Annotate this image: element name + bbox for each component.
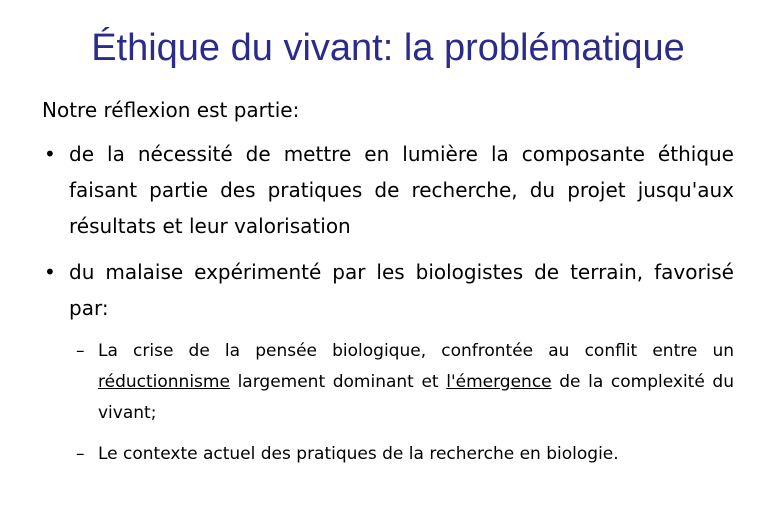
bullet-marker: • bbox=[44, 142, 56, 166]
sub-marker: – bbox=[76, 341, 85, 361]
underlined-term-reductionnisme: réductionnisme bbox=[98, 372, 230, 392]
intro-text: Notre réflexion est partie: bbox=[42, 98, 300, 122]
bullet-item bbox=[42, 254, 734, 326]
sub-text bbox=[98, 341, 734, 423]
sub-item bbox=[76, 439, 734, 470]
bullet-text: de la nécessité de mettre en lumière la composante éthique faisant partie des pratiques de recherche, du projet jusqu'aux résultats et leur valorisation bbox=[69, 142, 734, 238]
bullet-marker: • bbox=[44, 260, 56, 284]
sub-text-part: de la complexité du vivant; bbox=[98, 372, 735, 423]
bullet-text: du malaise expérimenté par les biologistes de terrain, favorisé par: bbox=[69, 260, 734, 320]
bullet-item bbox=[42, 136, 734, 244]
slide-title: Éthique du vivant: la problématique bbox=[91, 27, 685, 69]
sub-marker: – bbox=[76, 444, 85, 464]
sub-text: Le contexte actuel des pratiques de la recherche en biologie. bbox=[98, 444, 619, 464]
sub-text-part: largement dominant et bbox=[229, 372, 447, 392]
underlined-term-emergence: l'émergence bbox=[446, 372, 552, 392]
slide-body bbox=[42, 94, 734, 480]
sub-item bbox=[76, 336, 734, 429]
sub-text-part: La crise de la pensée biologique, confrontée au conflit entre un bbox=[98, 341, 734, 361]
